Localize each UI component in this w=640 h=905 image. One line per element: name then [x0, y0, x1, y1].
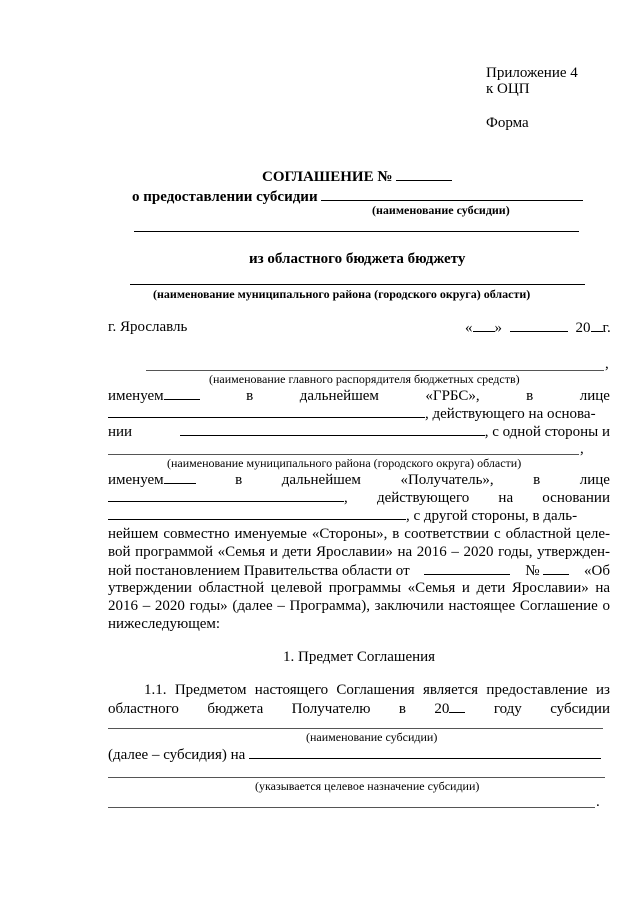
grbs-comma: , — [605, 356, 609, 372]
party2-line1 — [108, 470, 610, 490]
word-poluchatelyu: Получателю — [291, 701, 371, 717]
year-blank — [591, 318, 603, 332]
appendix-label: Приложение 4 — [486, 65, 578, 81]
party1-line3 — [108, 422, 610, 442]
decree-date-blank — [424, 561, 510, 575]
word-v-4: в — [533, 472, 541, 488]
word-litse-2: лице — [579, 472, 610, 488]
decree-text: ной постановлением Правительства области от — [108, 563, 410, 579]
subsidy-prefix: о предоставлении субсидии — [132, 189, 318, 205]
word-imenuem-2: именуем — [108, 470, 196, 490]
word-subsidii: субсидии — [550, 701, 610, 717]
municipal-name-line — [130, 284, 585, 285]
decree-ob: «Об — [584, 563, 610, 579]
title-continuation-line — [134, 231, 579, 232]
purpose-hint: (указывается целевое назначение субсидии) — [255, 779, 480, 793]
party2-line2 — [108, 488, 610, 508]
section1-heading: 1. Предмет Соглашения — [283, 649, 436, 665]
appendix-to-label: к ОЦП — [486, 81, 530, 97]
body-line-12: нижеследующем: — [108, 616, 221, 632]
other-side-text: , с другой стороны, в даль- — [406, 508, 578, 524]
date-field — [465, 318, 611, 338]
one-side-text: , с одной стороны и — [484, 424, 610, 440]
municipal-party-line — [108, 454, 579, 455]
body-line-8: вой программой «Семья и дети Ярославии» на 2016 – 2020 годы, утвержден- — [108, 544, 610, 560]
agreement-title-text: СОГЛАШЕНИЕ № — [262, 169, 393, 185]
year-prefix: 20 — [575, 320, 591, 336]
agreement-title — [262, 167, 452, 187]
subsidy-purpose-blank — [249, 745, 601, 759]
word-osnovanii: основании — [542, 490, 610, 506]
word-deystvuyushchego: действующего — [376, 490, 470, 506]
basis2-blank — [108, 506, 406, 520]
subsidy-name-hint: (наименование субсидии) — [372, 203, 510, 217]
agreement-number-blank — [396, 167, 452, 181]
section1-p1-line2 — [108, 699, 610, 719]
word-nii: нии — [108, 424, 133, 440]
year-suffix: г. — [602, 320, 611, 336]
section1-p1-line1: 1.1. Предметом настоящего Соглашения является предоставление из — [144, 682, 610, 698]
body-line-10: утверждении областной целевой программы «Семья и дети Ярославии» на — [108, 580, 610, 596]
body-line-11: 2016 – 2020 годы» (далее – Программа), заключили настоящее Соглашение о — [108, 598, 610, 614]
body-line-9 — [108, 561, 610, 581]
word-v-5: в — [398, 701, 407, 717]
word-dalneyshem-2: дальнейшем — [281, 472, 361, 488]
subsidy-name-line — [108, 728, 603, 729]
grbs-hint: (наименование главного распорядителя бюджетных средств) — [209, 372, 520, 386]
final-dot: . — [596, 794, 600, 810]
representative-blank — [108, 404, 425, 418]
grbs-name-line — [146, 370, 604, 371]
rep2-blank-wrap: , — [108, 488, 348, 508]
party2-line3 — [108, 506, 577, 526]
word-imenuem: именуем — [108, 386, 200, 406]
word-byudzheta: бюджета — [207, 701, 264, 717]
word-godu: году — [493, 701, 522, 717]
word-grbs: «ГРБС», — [425, 388, 480, 404]
subsidy-title-line — [132, 187, 583, 207]
subsidy-year-wrap: 20 — [434, 699, 465, 719]
representative2-blank — [108, 488, 344, 502]
body-line-7: нейшем совместно именуемые «Стороны», в соответствии с областной целе- — [108, 526, 610, 542]
municipal-name-hint: (наименование муниципального района (городского округа) области) — [153, 287, 531, 301]
decree-number-blank — [543, 561, 569, 575]
city-label: г. Ярославль — [108, 319, 188, 335]
further-subsidy-text: (далее – субсидия) на — [108, 747, 246, 763]
municipal-comma: , — [580, 441, 584, 457]
party1-line1 — [108, 386, 610, 406]
subsidy-year-blank — [449, 699, 465, 713]
subsidy-name-blank — [321, 187, 583, 201]
word-litse: лице — [579, 388, 610, 404]
further-subsidy-line — [108, 745, 601, 765]
word-oblastnogo: областного — [108, 701, 179, 717]
acting-basis-text: , действующего на основа- — [425, 406, 596, 422]
basis-blank-wrap — [180, 422, 610, 442]
purpose-line-2 — [108, 777, 605, 778]
word-v-2: в — [526, 388, 534, 404]
quote-open: « — [465, 320, 473, 336]
purpose-line-3 — [108, 807, 595, 808]
budget-line: из областного бюджета бюджету — [249, 251, 466, 267]
basis-blank — [180, 422, 485, 436]
party1-line2 — [108, 404, 596, 424]
decree-number-wrap: № — [525, 561, 569, 581]
municipal-hint-2: (наименование муниципального района (городского округа) области) — [167, 456, 522, 470]
word-na: на — [498, 490, 514, 506]
subsidy-name-hint-2: (наименование субсидии) — [306, 730, 438, 744]
form-label: Форма — [486, 115, 529, 131]
word-v-3: в — [235, 472, 243, 488]
word-poluchatel: «Получатель», — [400, 472, 494, 488]
month-blank — [510, 318, 568, 332]
word-v: в — [246, 388, 254, 404]
word-dalneyshem: дальнейшем — [299, 388, 379, 404]
day-blank — [473, 318, 495, 332]
quote-close: » — [494, 320, 502, 336]
